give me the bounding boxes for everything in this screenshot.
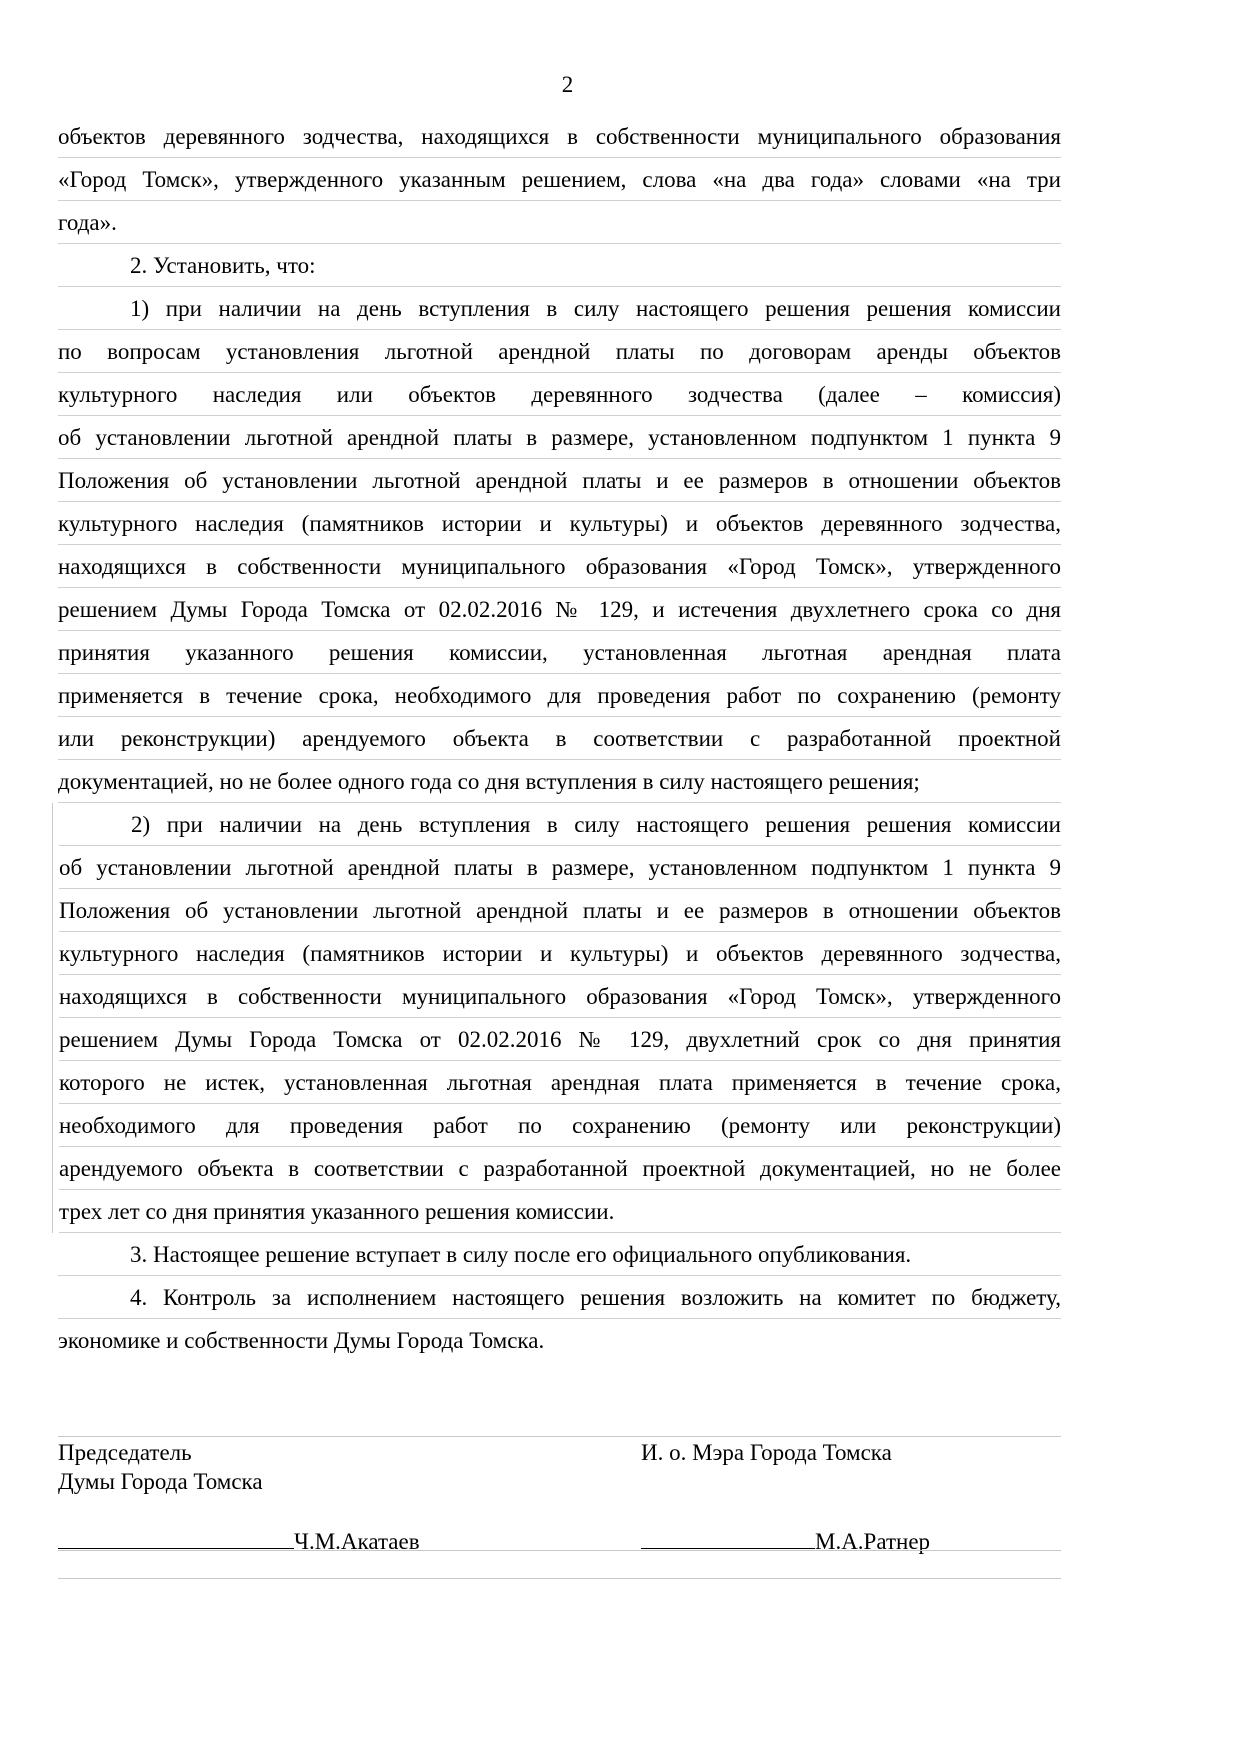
text-line: документацией, но не более одного года со дня вступления в силу настоящего решения; <box>58 760 1061 803</box>
text-line: объектов деревянного зодчества, находящихся в собственности муниципального образования <box>58 115 1061 158</box>
text-line: экономике и собственности Думы Города Томска. <box>58 1328 545 1353</box>
text-line: «Город Томск», утвержденного указанным решением, слова «на два года» словами «на три <box>58 158 1061 201</box>
mayor-name: М.А.Ратнер <box>815 1529 931 1554</box>
text-line: арендуемого объекта в соответствии с разработанной проектной документацией, но не более <box>59 1147 1061 1190</box>
text-line: 4. Контроль за исполнением настоящего решения возложить на комитет по бюджету, <box>58 1276 1061 1319</box>
text-line: которого не истек, установленная льготная арендная плата применяется в течение срока, <box>59 1061 1061 1104</box>
text-line: 2) при наличии на день вступления в силу настоящего решения решения комиссии <box>59 803 1061 846</box>
text-line: находящихся в собственности муниципального образования «Город Томск», утвержденного <box>59 975 1061 1018</box>
text-line: культурного наследия или объектов деревянного зодчества (далее – комиссия) <box>58 373 1061 416</box>
text-line: культурного наследия (памятников истории и культуры) и объектов деревянного зодчества, <box>59 932 1061 975</box>
chairman-title-line2: Думы Города Томска <box>58 1469 263 1494</box>
text-line: культурного наследия (памятников истории и культуры) и объектов деревянного зодчества, <box>58 502 1061 545</box>
text-line: года». <box>58 201 1061 244</box>
text-line: принятия указанного решения комиссии, установленная льготная арендная плата <box>58 631 1061 674</box>
signature-blank <box>58 1524 294 1549</box>
text-line: Положения об установлении льготной арендной платы и ее размеров в отношении объектов <box>59 889 1061 932</box>
divider <box>58 1578 1061 1579</box>
divider <box>58 1550 1061 1551</box>
chairman-title <box>58 1438 263 1496</box>
text-line: об установлении льготной арендной платы в размере, установленном подпунктом 1 пункта 9 <box>59 846 1061 889</box>
paragraph-continuation <box>58 115 1061 244</box>
text-line: 2. Установить, что: <box>58 244 1061 287</box>
mayor-title: И. о. Мэра Города Томска <box>641 1440 892 1465</box>
paragraph-item-2 <box>58 244 1061 287</box>
divider <box>58 1436 1061 1437</box>
text-line: Положения об установлении льготной арендной платы и ее размеров в отношении объектов <box>58 459 1061 502</box>
text-line: применяется в течение срока, необходимого для проведения работ по сохранению (ремонту <box>58 674 1061 717</box>
document-body <box>58 115 1061 1362</box>
chairman-title-line1: Председатель <box>58 1440 192 1465</box>
text-line: трех лет со дня принятия указанного решения комиссии. <box>59 1190 1061 1233</box>
paragraph-subitem-1 <box>58 287 1061 803</box>
paragraph-item-4 <box>58 1276 1061 1362</box>
text-line: находящихся в собственности муниципального образования «Город Томск», утвержденного <box>58 545 1061 588</box>
page-number: 2 <box>561 72 574 97</box>
text-line: 1) при наличии на день вступления в силу настоящего решения решения комиссии <box>58 287 1061 330</box>
chairman-name: Ч.М.Акатаев <box>294 1529 420 1554</box>
text-line: об установлении льготной арендной платы в размере, установленном подпунктом 1 пункта 9 <box>58 416 1061 459</box>
text-line: необходимого для проведения работ по сохранению (ремонту или реконструкции) <box>59 1104 1061 1147</box>
text-line: решением Думы Города Томска от 02.02.2016 № 129, и истечения двухлетнего срока со дня <box>58 588 1061 631</box>
paragraph-subitem-2 <box>52 803 1061 1233</box>
paragraph-item-3 <box>58 1233 1061 1276</box>
text-line: по вопросам установления льготной арендной платы по договорам аренды объектов <box>58 330 1061 373</box>
signature-blank <box>641 1524 815 1549</box>
text-line: 3. Настоящее решение вступает в силу после его официального опубликования. <box>58 1233 1061 1276</box>
text-line: или реконструкции) арендуемого объекта в соответствии с разработанной проектной <box>58 717 1061 760</box>
text-line: решением Думы Города Томска от 02.02.2016 № 129, двухлетний срок со дня принятия <box>59 1018 1061 1061</box>
